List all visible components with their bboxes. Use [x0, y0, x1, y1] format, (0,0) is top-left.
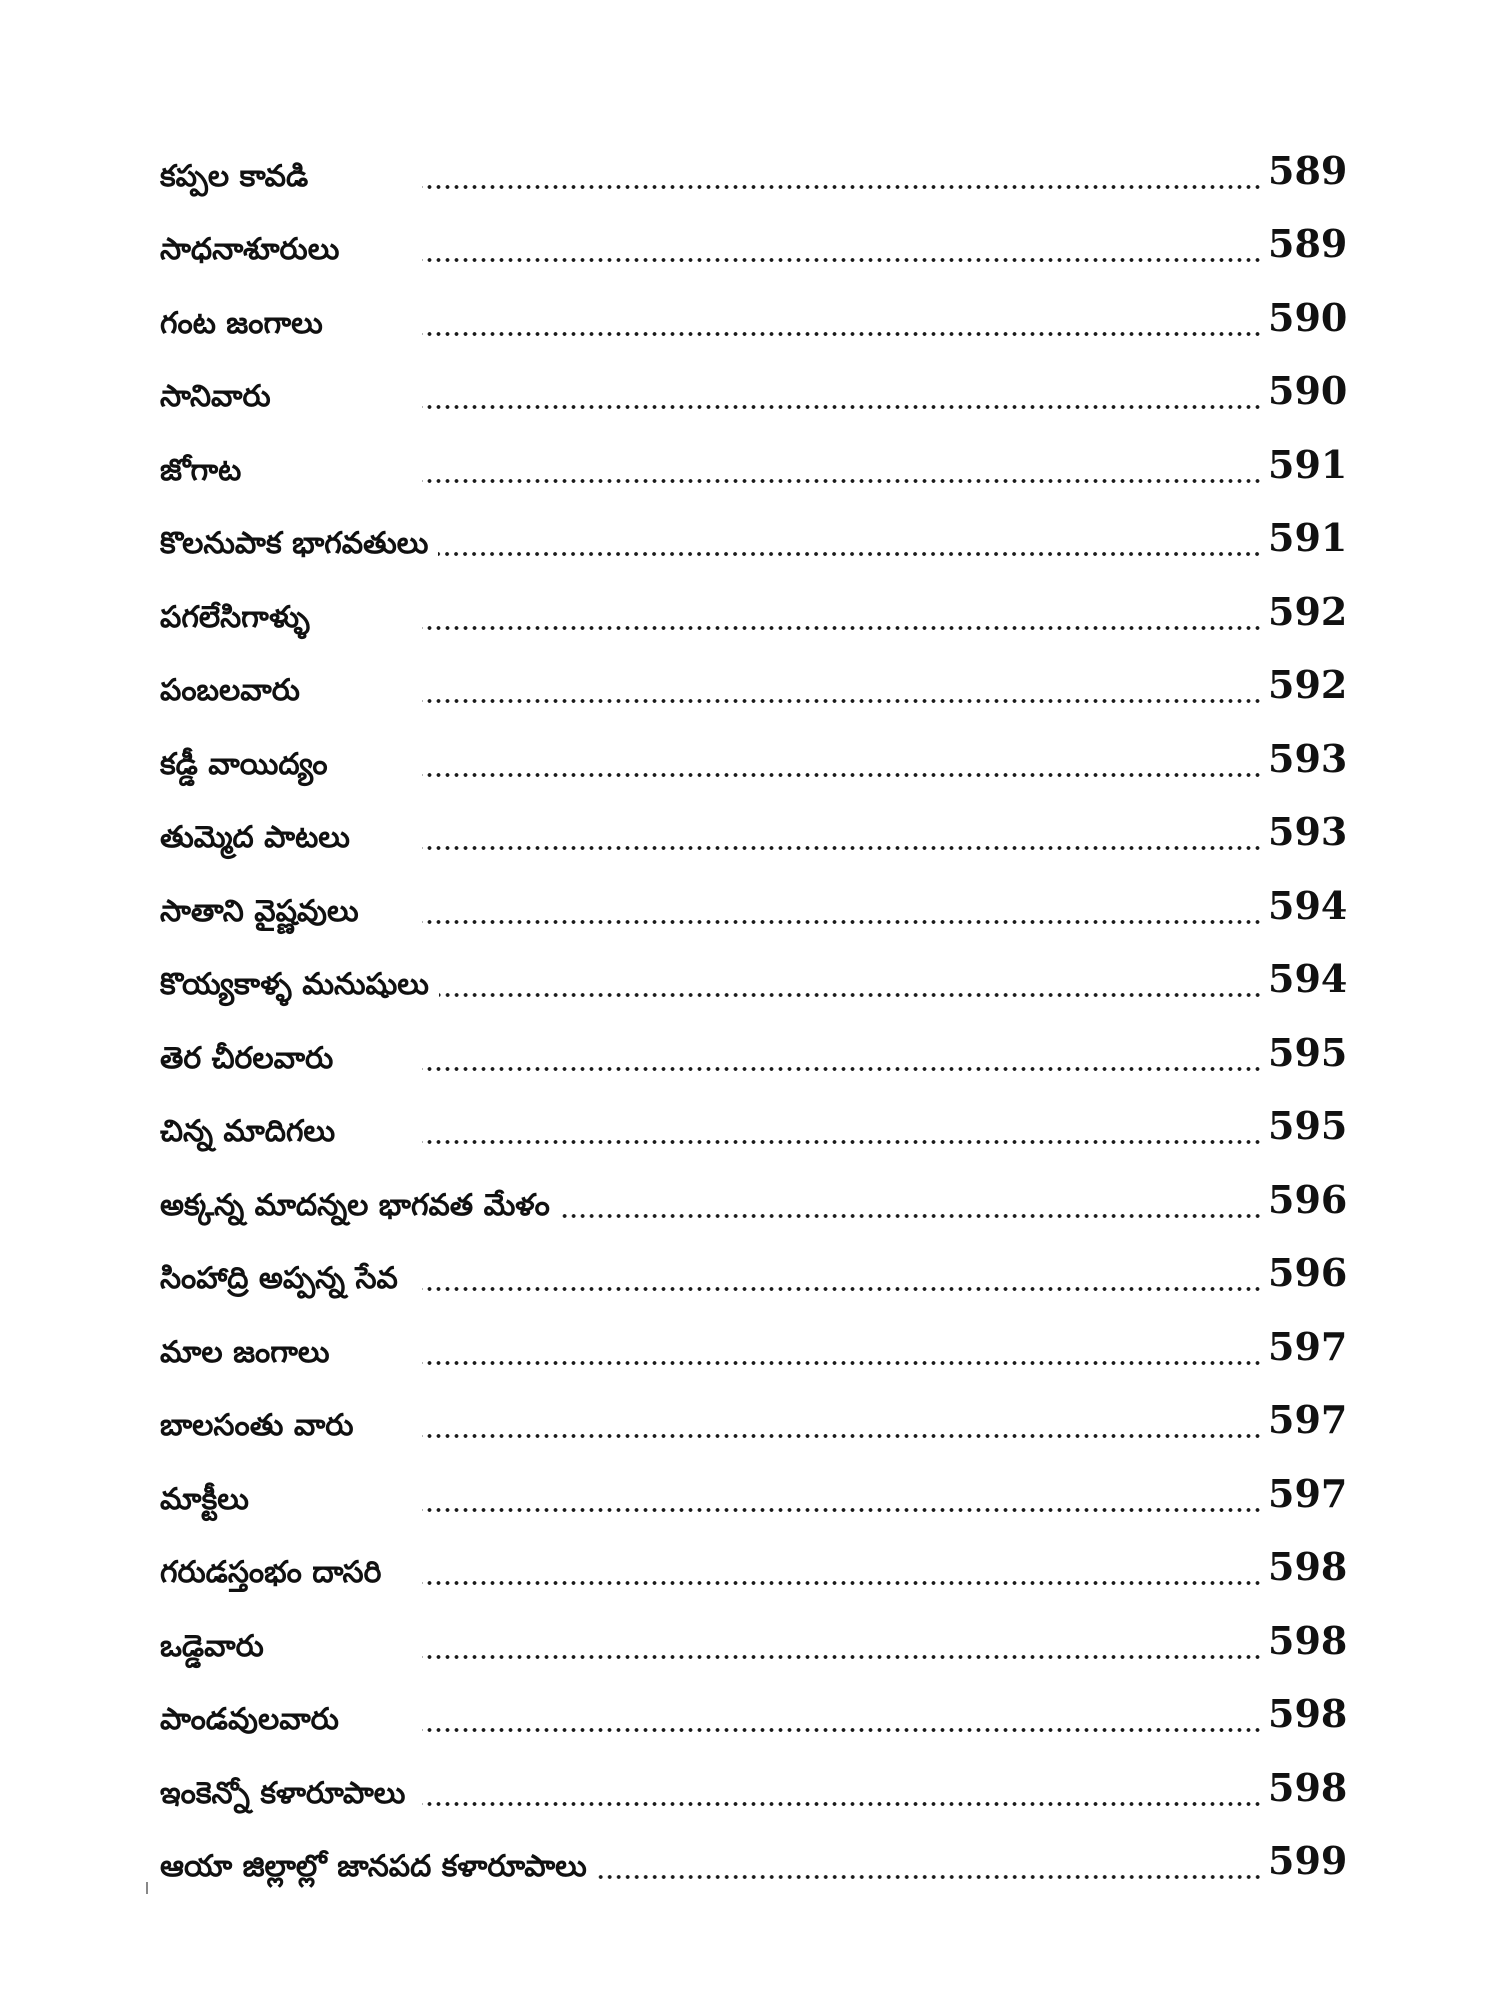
dot-leader — [422, 1433, 1262, 1439]
toc-entry-page-number: 597 — [1268, 1323, 1348, 1369]
toc-entry-title: కొలనుపాక భాగవతులు — [160, 526, 429, 562]
toc-entry-page-number: 598 — [1268, 1691, 1348, 1737]
toc-entry — [160, 1316, 1348, 1390]
toc-entry-title: జోగాట — [160, 452, 242, 488]
toc-entry — [160, 1022, 1348, 1096]
toc-entry-page-number: 595 — [1268, 1103, 1348, 1149]
toc-entry-title: గరుడస్తంభం దాసరి — [160, 1555, 382, 1591]
toc-entry-page-number: 593 — [1268, 735, 1348, 781]
toc-entry — [160, 728, 1348, 802]
toc-entry-title: కడ్డీ వాయిద్యం — [160, 746, 328, 782]
toc-entry — [160, 140, 1348, 214]
dot-leader — [422, 1066, 1262, 1072]
toc-entry-title: పంబలవారు — [160, 673, 300, 709]
dot-leader — [422, 331, 1262, 337]
toc-entry-page-number: 598 — [1268, 1617, 1348, 1663]
dot-leader — [438, 551, 1262, 557]
toc-entry — [160, 1243, 1348, 1317]
dot-leader — [422, 1801, 1262, 1807]
toc-entry-page-number: 589 — [1268, 221, 1348, 267]
toc-entry-page-number: 597 — [1268, 1397, 1348, 1443]
dot-leader — [422, 1139, 1262, 1145]
toc-entry — [160, 1831, 1348, 1905]
table-of-contents — [160, 140, 1348, 1904]
toc-entry — [160, 1537, 1348, 1611]
toc-entry-page-number: 595 — [1268, 1029, 1348, 1075]
toc-entry — [160, 1610, 1348, 1684]
toc-entry-title: మాల జంగాలు — [160, 1334, 330, 1370]
dot-leader — [597, 1874, 1262, 1880]
toc-entry-page-number: 597 — [1268, 1470, 1348, 1516]
dot-leader — [422, 184, 1262, 190]
toc-entry-title: కొయ్యకాళ్ళ మనుషులు — [160, 967, 429, 1003]
toc-entry-page-number: 599 — [1268, 1838, 1348, 1884]
toc-entry-page-number: 589 — [1268, 147, 1348, 193]
toc-entry-title: బాలసంతు వారు — [160, 1408, 354, 1444]
dot-leader — [422, 919, 1262, 925]
toc-entry — [160, 287, 1348, 361]
toc-entry-title: గంట జంగాలు — [160, 305, 323, 341]
toc-entry-title: తుమ్మెద పాటలు — [160, 820, 350, 856]
toc-entry — [160, 949, 1348, 1023]
scan-speck — [146, 1882, 148, 1894]
dot-leader — [422, 1580, 1262, 1586]
toc-entry — [160, 214, 1348, 288]
dot-leader — [422, 1286, 1262, 1292]
toc-entry-title: కప్పల కావడి — [160, 158, 309, 194]
toc-entry — [160, 875, 1348, 949]
toc-entry — [160, 1390, 1348, 1464]
toc-entry-title: మాక్టీలు — [160, 1481, 249, 1517]
toc-entry — [160, 508, 1348, 582]
toc-entry-title: సింహాద్రి అప్పన్న సేవ — [160, 1261, 398, 1297]
toc-entry-page-number: 593 — [1268, 809, 1348, 855]
toc-entry — [160, 1684, 1348, 1758]
toc-entry-page-number: 590 — [1268, 368, 1348, 414]
toc-entry-title: ఇంకెన్నో కళారూపాలు — [160, 1775, 406, 1811]
dot-leader — [422, 478, 1262, 484]
toc-entry-page-number: 591 — [1268, 441, 1348, 487]
toc-entry-title: అక్కన్న మాదన్నల భాగవత మేళం — [160, 1187, 550, 1223]
toc-entry-page-number: 596 — [1268, 1250, 1348, 1296]
toc-entry — [160, 361, 1348, 435]
dot-leader — [422, 257, 1262, 263]
dot-leader — [422, 1654, 1262, 1660]
toc-entry-title: సాధనాశూరులు — [160, 232, 340, 268]
toc-entry — [160, 434, 1348, 508]
toc-entry-title: పగలేసిగాళ్ళు — [160, 599, 310, 635]
toc-entry-title: సాతాని వైష్ణవులు — [160, 893, 359, 929]
toc-entry-page-number: 591 — [1268, 515, 1348, 561]
toc-entry-page-number: 598 — [1268, 1544, 1348, 1590]
dot-leader — [422, 625, 1262, 631]
dot-leader — [422, 404, 1262, 410]
toc-entry-title: సానివారు — [160, 379, 271, 415]
toc-entry-page-number: 592 — [1268, 588, 1348, 634]
toc-entry-page-number: 592 — [1268, 662, 1348, 708]
toc-entry-title: పాండవులవారు — [160, 1702, 339, 1738]
dot-leader — [422, 845, 1262, 851]
dot-leader — [439, 992, 1262, 998]
toc-entry — [160, 1096, 1348, 1170]
dot-leader — [422, 1360, 1262, 1366]
toc-entry-title: ఆయా జిల్లాల్లో జానపద కళారూపాలు — [160, 1849, 587, 1885]
toc-entry — [160, 1463, 1348, 1537]
dot-leader — [422, 1727, 1262, 1733]
toc-entry-title: తెర చీరలవారు — [160, 1040, 334, 1076]
toc-entry-page-number: 590 — [1268, 294, 1348, 340]
toc-entry — [160, 1169, 1348, 1243]
toc-entry — [160, 581, 1348, 655]
toc-entry-title: చిన్న మాదిగలు — [160, 1114, 336, 1150]
toc-entry-page-number: 598 — [1268, 1764, 1348, 1810]
toc-entry-title: ఒడ్డెవారు — [160, 1628, 264, 1664]
dot-leader — [422, 698, 1262, 704]
toc-entry — [160, 655, 1348, 729]
dot-leader — [422, 1507, 1262, 1513]
dot-leader — [422, 772, 1262, 778]
toc-entry — [160, 1757, 1348, 1831]
toc-entry — [160, 802, 1348, 876]
toc-entry-page-number: 594 — [1268, 882, 1348, 928]
toc-entry-page-number: 596 — [1268, 1176, 1348, 1222]
dot-leader — [560, 1213, 1262, 1219]
toc-entry-page-number: 594 — [1268, 956, 1348, 1002]
